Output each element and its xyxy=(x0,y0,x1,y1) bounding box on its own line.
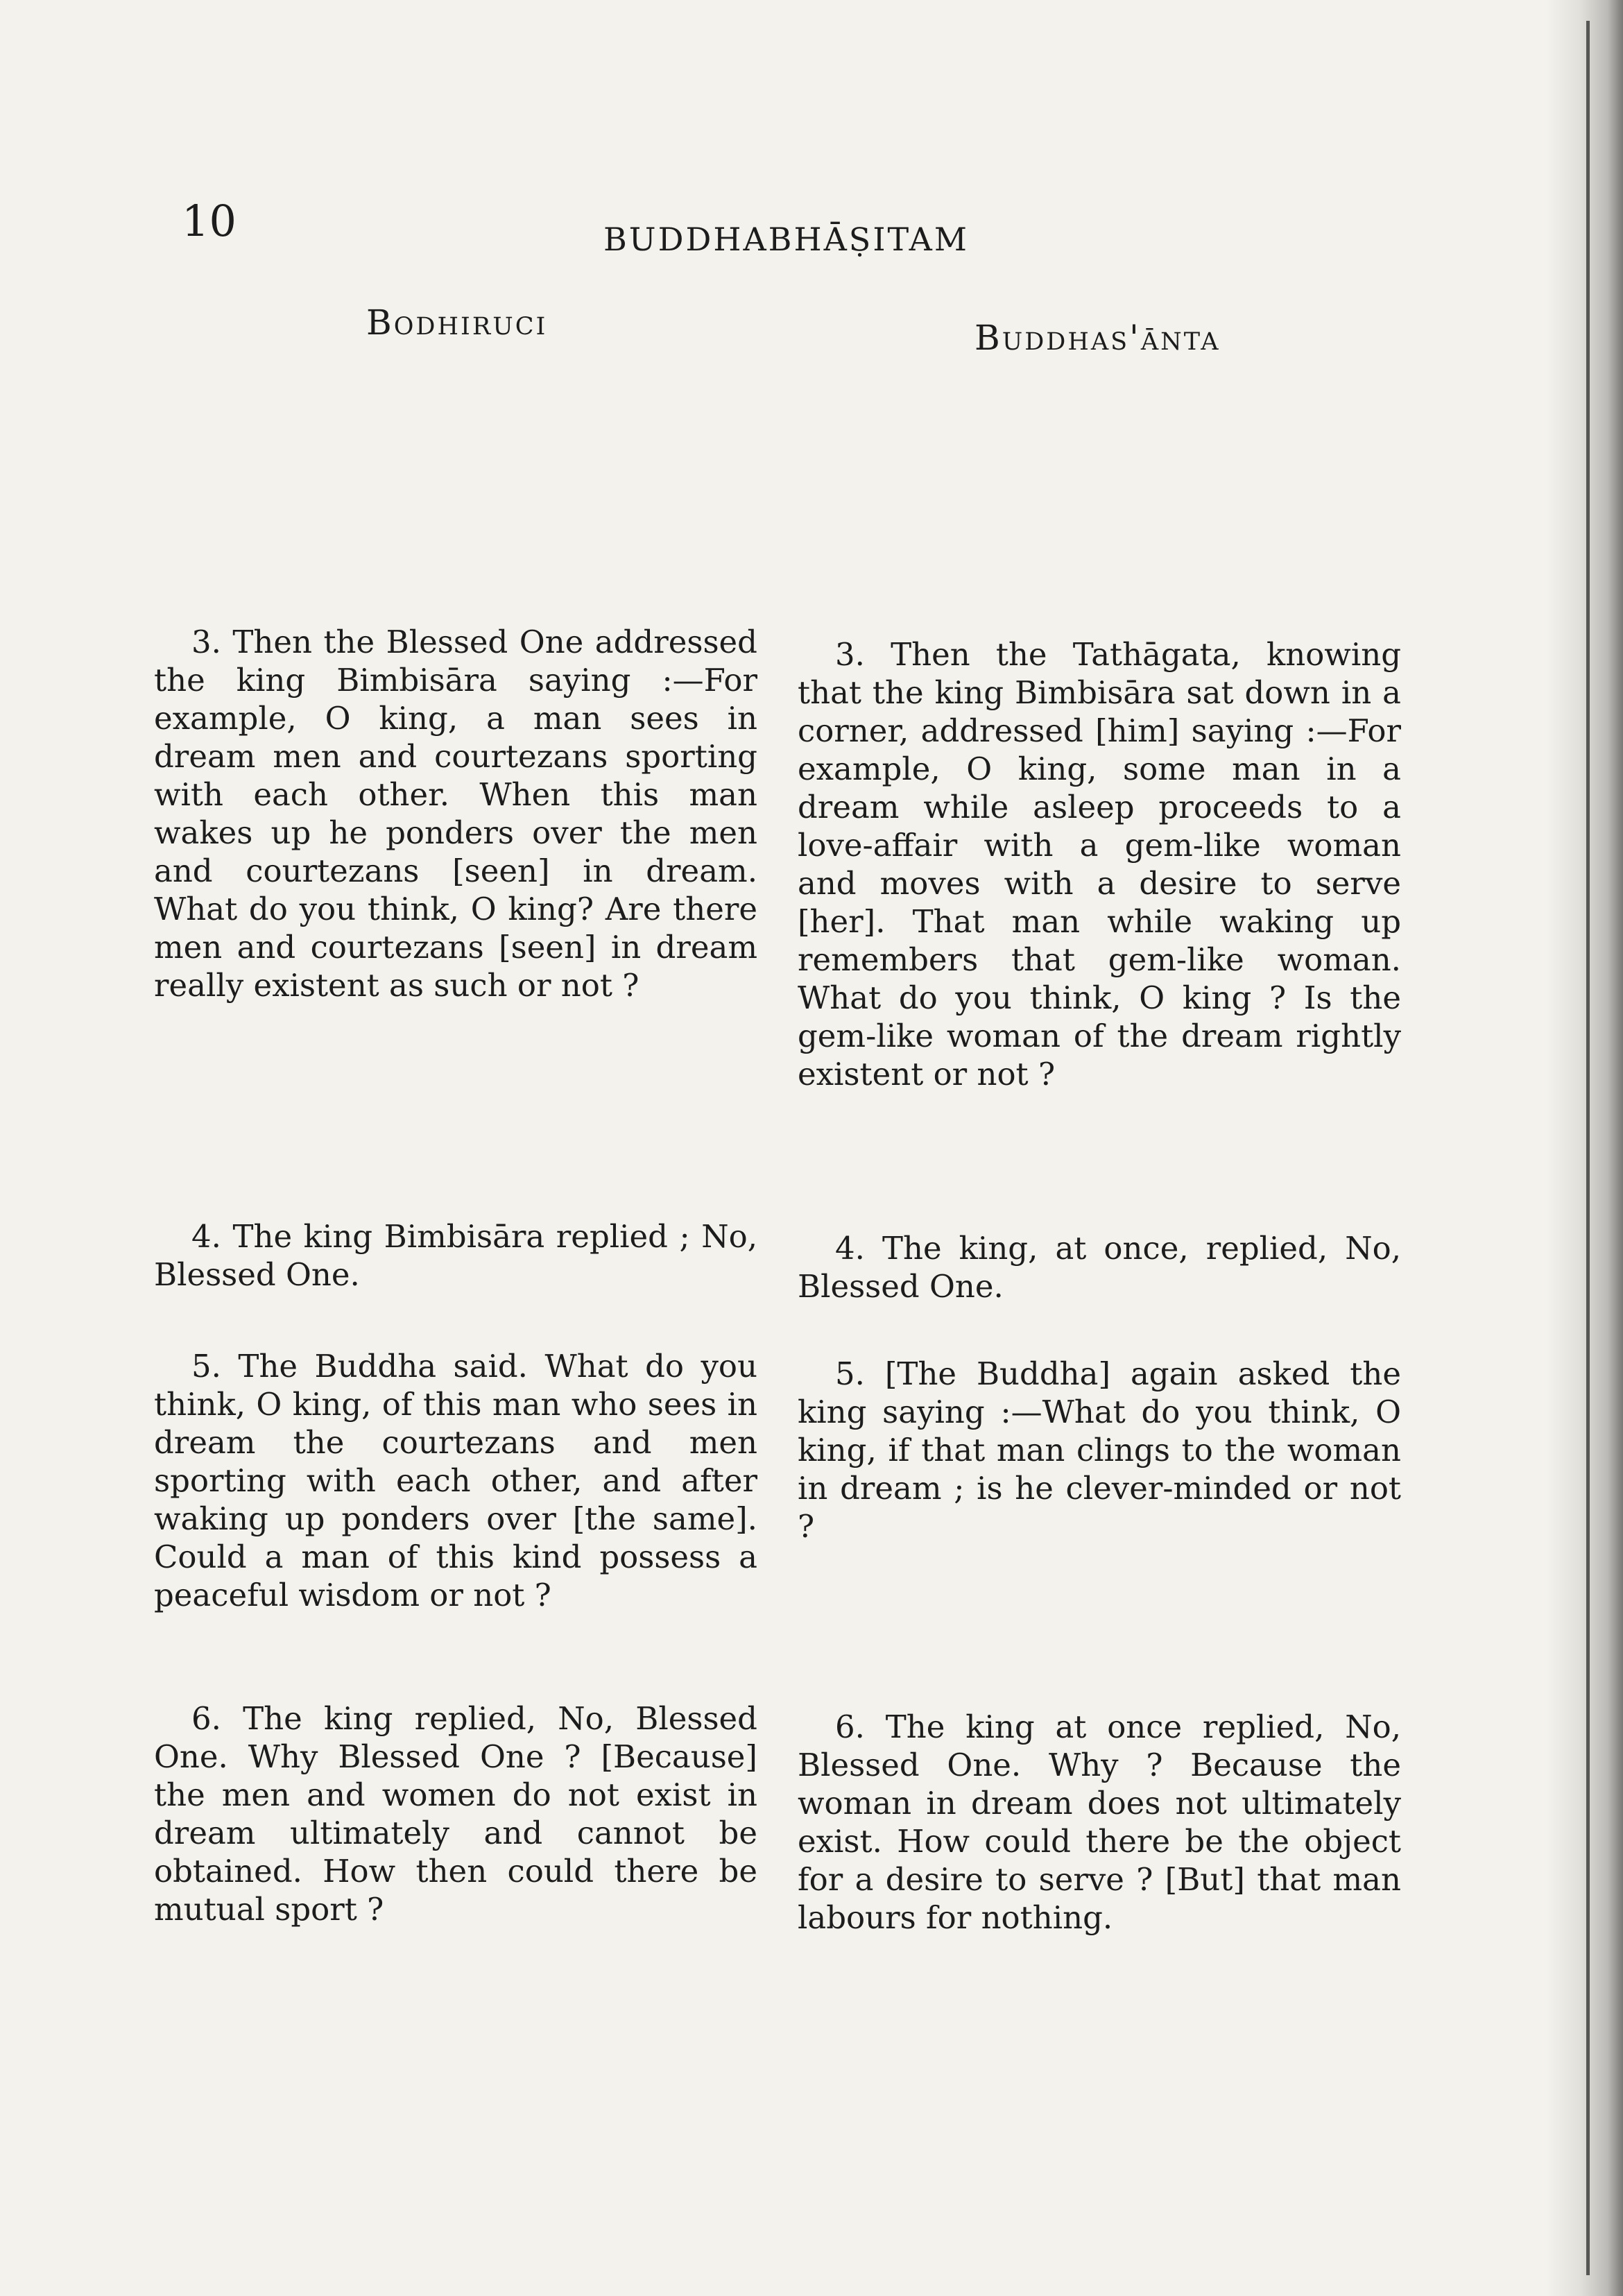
left-paragraph-3: 3. Then the Blessed One addressed the king Bimbisāra saying :—For example, O king, a man sees in dream men and courtezans sporting with each other. When this man wakes up he ponders over the men and courtezans [seen] in dream. What do you think, O king? Are there men and courtezans [seen] in dream really existent as such or not ? xyxy=(154,624,757,1004)
right-paragraph-5: 5. [The Buddha] again asked the king saying :—What do you think, O king, if that man clings to the woman in dream ; is he clever-minded or not ? xyxy=(798,1355,1401,1545)
binding-edge xyxy=(1586,21,1590,2275)
left-paragraph-5: 5. The Buddha said. What do you think, O king, of this man who sees in dream the courtezans and men sporting with each other, and after waking up ponders over [the same]. Could a man of this kind possess a peaceful wisdom or not ? xyxy=(154,1348,757,1613)
right-paragraph-3: 3. Then the Tathāgata, knowing that the king Bimbisāra sat down in a corner, addressed [him] saying :—For example, O king, some man in a dream while asleep proceeds to a love-affair with a gem-like woman and moves with a desire to serve [her]. That man while waking up remembers that gem-like woman. What do you think, O king ? Is the gem-like woman of the dream rightly existent or not ? xyxy=(798,636,1401,1093)
left-column-title: Bodhiruci xyxy=(366,302,548,343)
page-edge-shadow xyxy=(1547,0,1623,2296)
right-column-title: Buddhas'ānta xyxy=(974,318,1221,358)
left-paragraph-6: 6. The king replied, No, Blessed One. Why Blessed One ? [Because] the men and women do not exist in dream ultimately and cannot be obtained. How then could there be mutual sport ? xyxy=(154,1700,757,1928)
running-title: BUDDHABHĀṢITAM xyxy=(603,221,969,258)
left-paragraph-4: 4. The king Bimbisāra replied ; No, Blessed One. xyxy=(154,1218,757,1293)
page-number: 10 xyxy=(182,196,237,246)
right-paragraph-4: 4. The king, at once, replied, No, Blessed One. xyxy=(798,1230,1401,1305)
right-paragraph-6: 6. The king at once replied, No, Blessed One. Why ? Because the woman in dream does not ultimately exist. How could there be the object for a desire to serve ? [But] that man labours for nothing. xyxy=(798,1708,1401,1936)
